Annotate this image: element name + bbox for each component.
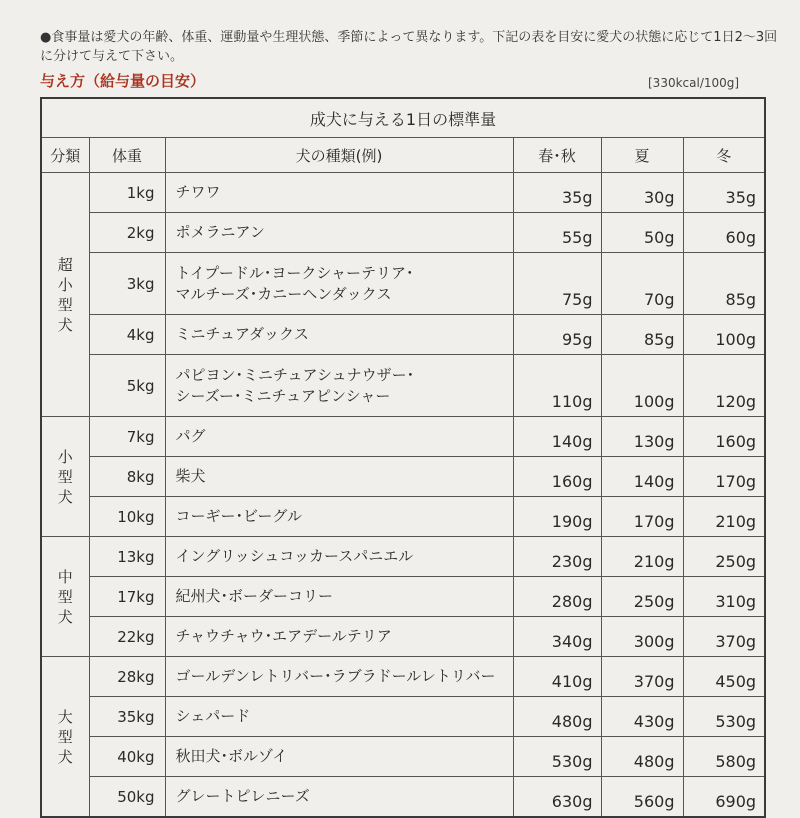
weight-cell: 7kg [89,417,165,457]
weight-cell: 28kg [89,657,165,697]
breed-cell [165,497,513,537]
header-winter: 冬 [683,138,765,173]
breed-line: パグ [175,427,206,445]
table-body [41,173,765,818]
breed-cell [165,355,513,417]
winter-amount: 310g [683,577,765,617]
summer-amount: 430g [601,697,683,737]
weight-cell: 40kg [89,737,165,777]
breed-cell [165,213,513,253]
summer-amount: 85g [601,315,683,355]
table-row [41,457,765,497]
header-spring-autumn: 春･秋 [513,138,601,173]
table-row [41,315,765,355]
winter-amount: 120g [683,355,765,417]
spring-autumn-amount: 95g [513,315,601,355]
winter-amount: 35g [683,173,765,213]
breed-cell [165,537,513,577]
table-caption: 成犬に与える1日の標準量 [41,98,765,138]
spring-autumn-amount: 190g [513,497,601,537]
table-row [41,497,765,537]
breed-line: シーズー･ミニチュアピンシャー [175,386,391,405]
table-row [41,697,765,737]
spring-autumn-amount: 230g [513,537,601,577]
weight-cell: 5kg [89,355,165,417]
summer-amount: 300g [601,617,683,657]
summer-amount: 140g [601,457,683,497]
section-heading: 与え方（給与量の目安） [40,72,206,90]
winter-amount: 60g [683,213,765,253]
category-cell [41,537,89,657]
table-row [41,577,765,617]
weight-cell: 13kg [89,537,165,577]
weight-cell: 4kg [89,315,165,355]
breed-cell [165,737,513,777]
breed-cell [165,173,513,213]
weight-cell: 50kg [89,777,165,818]
breed-cell [165,617,513,657]
summer-amount: 480g [601,737,683,777]
table-row [41,657,765,697]
breed-cell [165,777,513,818]
spring-autumn-amount: 480g [513,697,601,737]
winter-amount: 580g [683,737,765,777]
breed-cell [165,697,513,737]
spring-autumn-amount: 530g [513,737,601,777]
breed-line: 秋田犬･ボルゾイ [175,747,288,765]
summer-amount: 250g [601,577,683,617]
weight-cell: 22kg [89,617,165,657]
weight-cell: 17kg [89,577,165,617]
category-label: 中型犬 [57,567,73,626]
breed-line: チャウチャウ･エアデールテリア [175,627,392,645]
breed-cell [165,577,513,617]
summer-amount: 100g [601,355,683,417]
winter-amount: 250g [683,537,765,577]
table-row [41,777,765,818]
winter-amount: 85g [683,253,765,315]
spring-autumn-amount: 55g [513,213,601,253]
table-row [41,737,765,777]
spring-autumn-amount: 160g [513,457,601,497]
summer-amount: 70g [601,253,683,315]
winter-amount: 210g [683,497,765,537]
header-weight: 体重 [89,138,165,173]
breed-line: グレートピレニーズ [175,787,310,805]
breed-line: ミニチュアダックス [175,325,309,343]
breed-cell [165,253,513,315]
breed-cell [165,315,513,355]
category-label: 超小型犬 [57,255,73,334]
category-cell [41,657,89,818]
breed-line: マルチーズ･カニーヘンダックス [175,284,392,303]
winter-amount: 450g [683,657,765,697]
summer-amount: 50g [601,213,683,253]
category-cell [41,173,89,417]
feeding-note: ●食事量は愛犬の年齢、体重、運動量や生理状態、季節によって異なります。下記の表を目安に愛犬の状態に応じて1日2～3回に分けて与えて下さい。 [40,30,778,64]
table-row [41,253,765,315]
table-row [41,617,765,657]
breed-cell [165,657,513,697]
category-label: 小型犬 [57,447,73,506]
summer-amount: 370g [601,657,683,697]
category-cell [41,417,89,537]
table-row [41,173,765,213]
summer-amount: 130g [601,417,683,457]
breed-line: シェパード [175,707,251,725]
calorie-info: [330kcal/100g] [648,76,740,90]
breed-cell [165,417,513,457]
category-label: 大型犬 [57,707,73,766]
header-category: 分類 [41,138,89,173]
spring-autumn-amount: 110g [513,355,601,417]
summer-amount: 30g [601,173,683,213]
breed-line: パピヨン･ミニチュアシュナウザー･ [175,365,415,384]
weight-cell: 2kg [89,213,165,253]
weight-cell: 35kg [89,697,165,737]
breed-cell [165,457,513,497]
spring-autumn-amount: 140g [513,417,601,457]
table-row [41,213,765,253]
breed-line: コーギー･ビーグル [175,507,302,525]
breed-line: ゴールデンレトリバー･ラブラドールレトリバー [175,667,496,685]
breed-line: イングリッシュコッカースパニエル [175,547,414,565]
breed-line: トイプードル･ヨークシャーテリア･ [175,263,414,282]
breed-line: 紀州犬･ボーダーコリー [175,587,334,605]
spring-autumn-amount: 35g [513,173,601,213]
table-row [41,355,765,417]
spring-autumn-amount: 630g [513,777,601,818]
breed-line: ポメラニアン [175,223,265,241]
summer-amount: 170g [601,497,683,537]
weight-cell: 3kg [89,253,165,315]
spring-autumn-amount: 280g [513,577,601,617]
spring-autumn-amount: 410g [513,657,601,697]
winter-amount: 530g [683,697,765,737]
breed-line: 柴犬 [175,467,206,485]
summer-amount: 210g [601,537,683,577]
breed-line: チワワ [175,183,221,201]
spring-autumn-amount: 75g [513,253,601,315]
table-row [41,537,765,577]
summer-amount: 560g [601,777,683,818]
winter-amount: 370g [683,617,765,657]
winter-amount: 160g [683,417,765,457]
weight-cell: 1kg [89,173,165,213]
feeding-table [40,97,766,818]
header-summer: 夏 [601,138,683,173]
weight-cell: 8kg [89,457,165,497]
header-breed: 犬の種類(例) [165,138,513,173]
winter-amount: 170g [683,457,765,497]
winter-amount: 690g [683,777,765,818]
table-row [41,417,765,457]
winter-amount: 100g [683,315,765,355]
spring-autumn-amount: 340g [513,617,601,657]
weight-cell: 10kg [89,497,165,537]
